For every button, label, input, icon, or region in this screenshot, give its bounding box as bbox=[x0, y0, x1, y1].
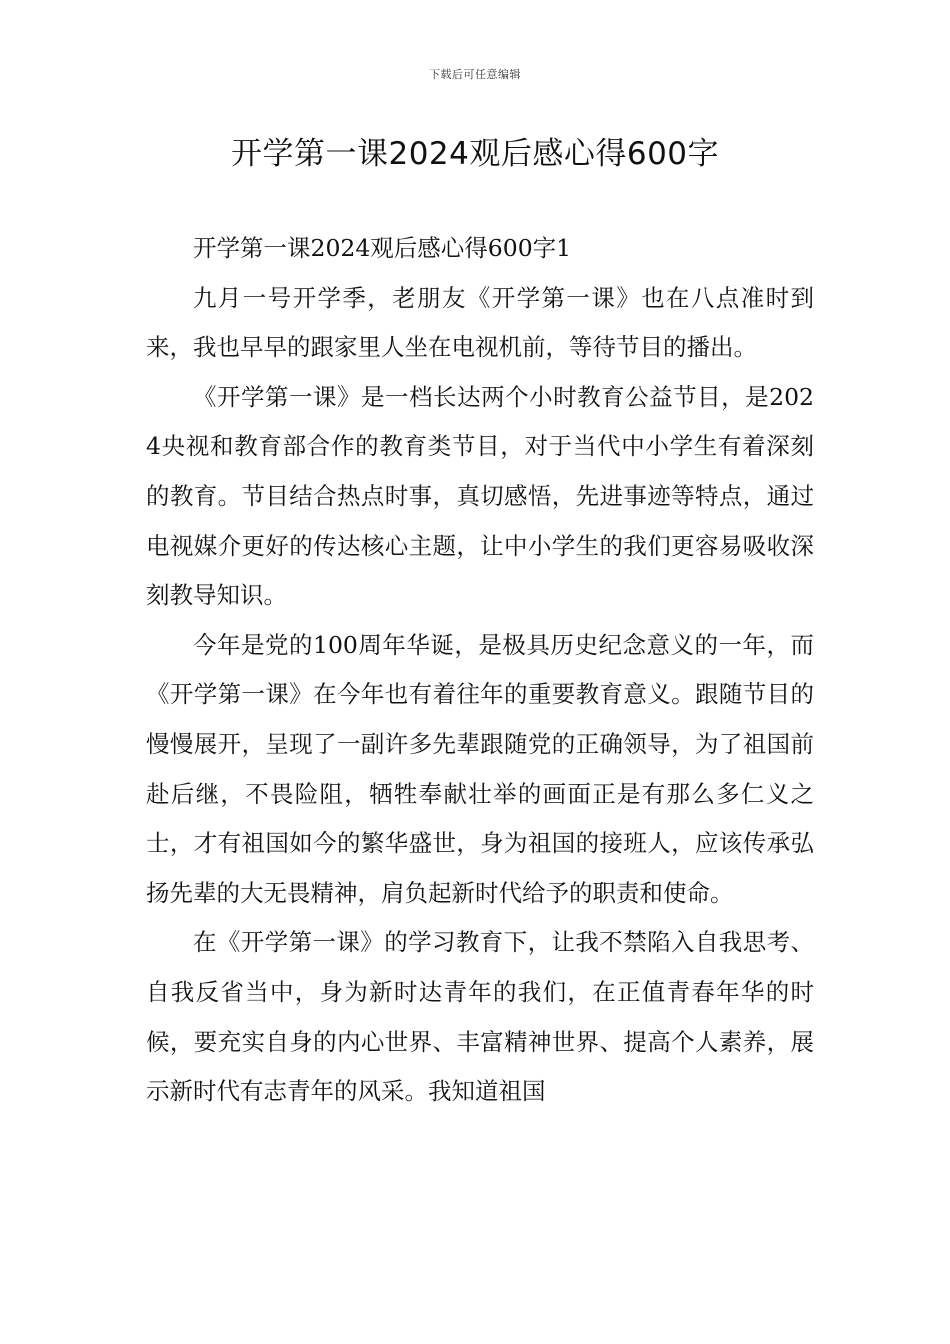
paragraph: 在《开学第一课》的学习教育下，让我不禁陷入自我思考、自我反省当中，身为新时达青年的我们，在正值青春年华的时候，要充实自身的内心世界、丰富精神世界、提高个人素养，展示新时代有志青年的风采。我知道祖国 bbox=[146, 928, 814, 1106]
header-note: 下载后可任意编辑 bbox=[429, 68, 521, 81]
paragraph: 九月一号开学季，老朋友《开学第一课》也在八点准时到来，我也早早的跟家里人坐在电视机前，等待节目的播出。 bbox=[146, 283, 814, 362]
paragraph: 《开学第一课》是一档长达两个小时教育公益节目，是2024央视和教育部合作的教育类节目，对于当代中小学生有着深刻的教育。节目结合热点时事，真切感悟，先进事迹等特点，通过电视媒介更好的传达核心主题，让中小学生的我们更容易吸收深刻教导知识。 bbox=[146, 382, 814, 610]
paragraph-subtitle: 开学第一课2024观后感心得600字1 bbox=[193, 234, 572, 262]
paragraph: 今年是党的100周年华诞，是极具历史纪念意义的一年，而《开学第一课》在今年也有着往年的重要教育意义。跟随节目的慢慢展开，呈现了一副许多先辈跟随党的正确领导，为了祖国前赴后继，不畏险阻，牺牲奉献壮举的画面正是有那么多仁义之士，才有祖国如今的繁华盛世，身为祖国的接班人，应该传承弘扬先辈的大无畏精神，肩负起新时代给予的职责和使命。 bbox=[146, 630, 814, 907]
document-title: 开学第一课2024观后感心得600字 bbox=[230, 136, 720, 172]
document-body bbox=[146, 224, 814, 1117]
